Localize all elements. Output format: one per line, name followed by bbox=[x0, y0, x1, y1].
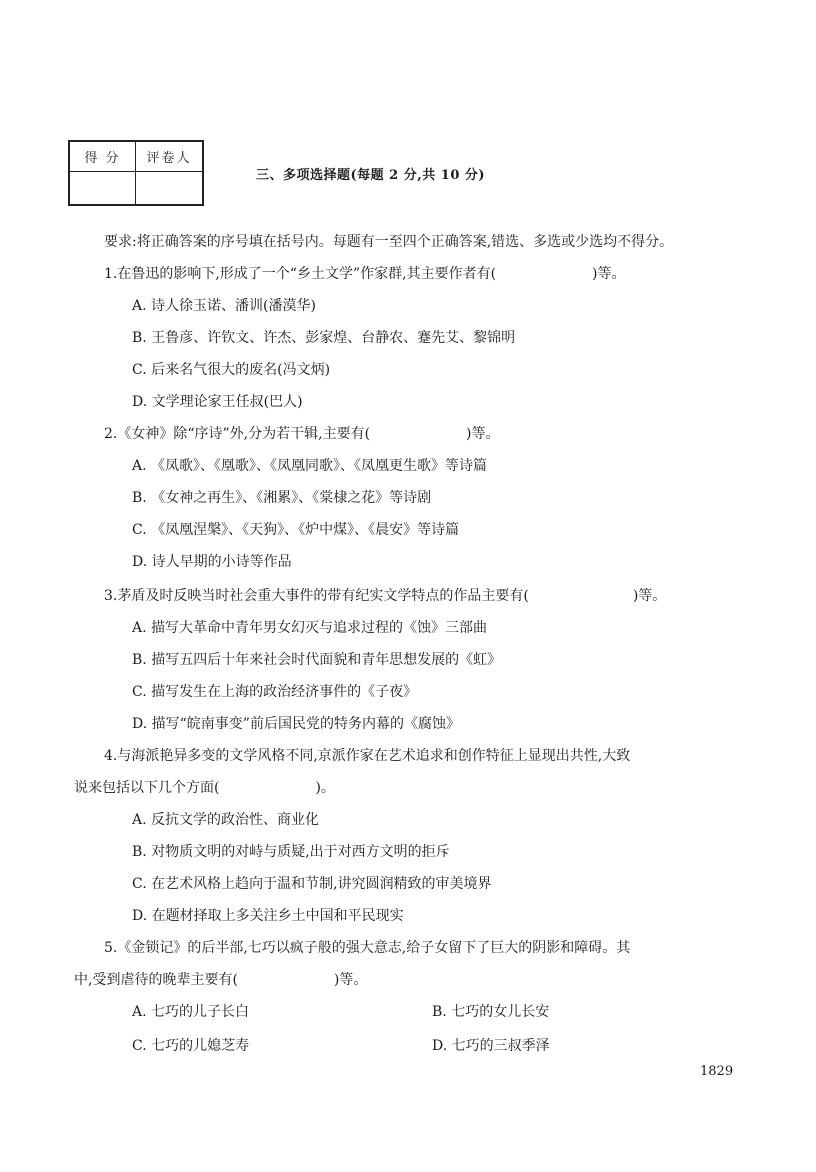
question-3-stem bbox=[104, 586, 666, 606]
question-3-stem-text: 3.茅盾及时反映当时社会重大事件的带有纪实文学特点的作品主要有( bbox=[104, 588, 529, 604]
instruction: 要求:将正确答案的序号填在括号内。每题有一至四个正确答案,错选、多选或少选均不得分。 bbox=[104, 234, 674, 250]
question-3-stem-end: )等。 bbox=[632, 588, 667, 604]
question-4-option-a: A. 反抗文学的政治性、商业化 bbox=[132, 812, 320, 828]
score-header: 得 分 bbox=[70, 142, 136, 172]
question-1-option-d: D. 文学理论家王任叔(巴人) bbox=[132, 394, 303, 410]
question-2-stem bbox=[104, 424, 500, 444]
question-1-option-a: A. 诗人徐玉诺、潘训(潘漠华) bbox=[132, 298, 316, 314]
question-4-option-d: D. 在题材择取上多关注乡土中国和平民现实 bbox=[132, 908, 404, 924]
question-3-option-a: A. 描写大革命中青年男女幻灭与追求过程的《蚀》三部曲 bbox=[132, 620, 488, 636]
question-4-stem-end: )。 bbox=[315, 780, 335, 796]
page-number: 1829 bbox=[700, 1064, 734, 1079]
question-2-stem-text: 2.《女神》除“序诗”外,分为若干辑,主要有( bbox=[104, 426, 371, 442]
question-2-stem-end: )等。 bbox=[466, 426, 500, 442]
question-2-option-a: A. 《凤歌》、《凰歌》、《凤凰同歌》、《凤凰更生歌》等诗篇 bbox=[132, 458, 488, 474]
question-4-option-b: B. 对物质文明的对峙与质疑,出于对西方文明的拒斥 bbox=[132, 844, 450, 860]
question-4-stem-line1: 4.与海派艳异多变的文学风格不同,京派作家在艺术追求和创作特征上显现出共性,大致 bbox=[104, 748, 631, 764]
question-3-option-d: D. 描写“皖南事变”前后国民党的特务内幕的《腐蚀》 bbox=[132, 716, 460, 732]
question-5-option-d: D. 七巧的三叔季泽 bbox=[432, 1038, 550, 1054]
question-1-stem-end: )等。 bbox=[592, 266, 626, 282]
question-5-option-a: A. 七巧的儿子长白 bbox=[132, 1004, 250, 1020]
question-4-option-c: C. 在艺术风格上趋向于温和节制,讲究圆润精致的审美境界 bbox=[132, 876, 492, 892]
question-4-stem-line2 bbox=[74, 778, 335, 798]
question-5-option-c: C. 七巧的儿媳芝寿 bbox=[132, 1038, 250, 1054]
question-5-stem-line1: 5.《金锁记》的后半部,七巧以疯子般的强大意志,给子女留下了巨大的阴影和障碍。其 bbox=[104, 940, 631, 956]
question-5-stem-end: )等。 bbox=[333, 972, 368, 988]
question-3-option-c: C. 描写发生在上海的政治经济事件的《子夜》 bbox=[132, 684, 418, 700]
score-cell bbox=[70, 172, 136, 204]
question-1-option-b: B. 王鲁彦、许钦文、许杰、彭家煌、台静农、蹇先艾、黎锦明 bbox=[132, 330, 516, 346]
question-2-option-c: C. 《凤凰涅槃》、《天狗》、《炉中煤》、《晨安》等诗篇 bbox=[132, 522, 460, 538]
grader-cell bbox=[136, 172, 202, 204]
question-5-stem-text: 中,受到虐待的晚辈主要有( bbox=[74, 972, 238, 988]
question-1-option-c: C. 后来名气很大的废名(冯文炳) bbox=[132, 362, 331, 378]
score-table bbox=[68, 140, 204, 206]
question-4-stem-text: 说来包括以下几个方面( bbox=[74, 780, 220, 796]
section-title: 三、多项选择题(每题 2 分,共 10 分) bbox=[256, 168, 486, 183]
question-2-option-d: D. 诗人早期的小诗等作品 bbox=[132, 554, 292, 570]
question-1-stem bbox=[104, 264, 626, 284]
question-5-stem-line2 bbox=[74, 970, 367, 990]
grader-header: 评卷人 bbox=[136, 142, 202, 172]
question-1-stem-text: 1.在鲁迅的影响下,形成了一个“乡土文学”作家群,其主要作者有( bbox=[104, 266, 497, 282]
question-3-option-b: B. 描写五四后十年来社会时代面貌和青年思想发展的《虹》 bbox=[132, 652, 502, 668]
question-5-option-b: B. 七巧的女儿长安 bbox=[432, 1004, 550, 1020]
question-2-option-b: B. 《女神之再生》、《湘累》、《棠棣之花》等诗剧 bbox=[132, 490, 432, 506]
